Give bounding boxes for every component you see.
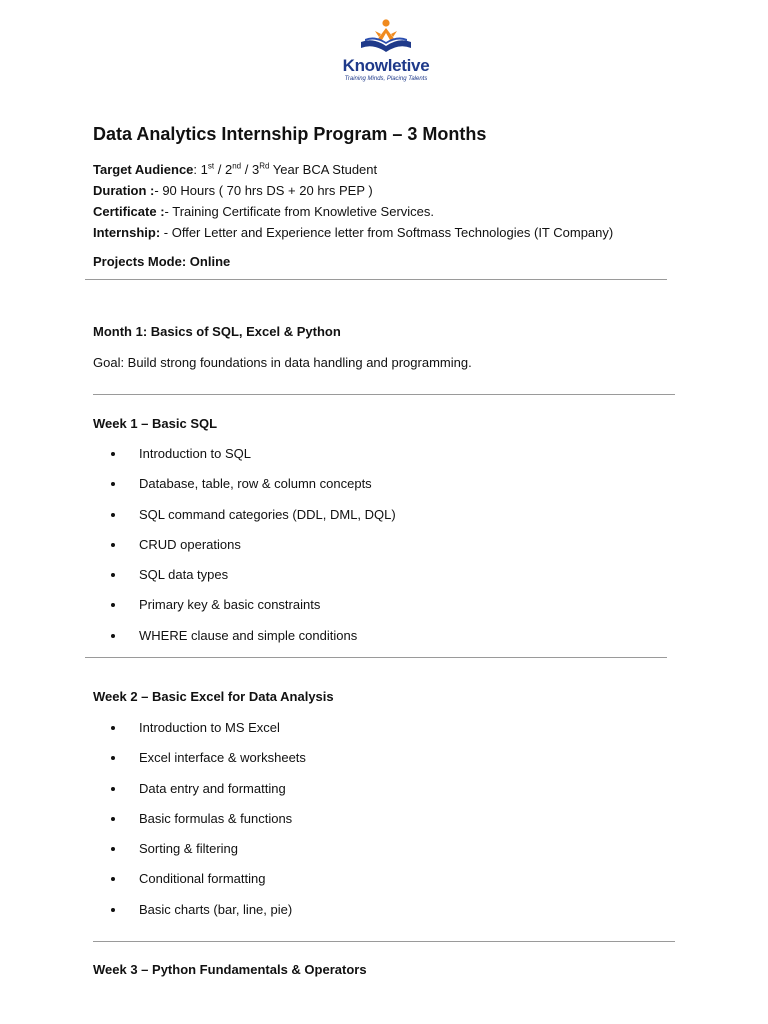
list-item-text: Basic formulas & functions (139, 810, 293, 826)
certificate-label: Certificate : (93, 204, 165, 219)
bullet-icon (111, 908, 115, 912)
projects-mode-label: Projects Mode: Online (93, 254, 231, 269)
list-item-text: Introduction to MS Excel (139, 720, 280, 735)
bullet-icon (111, 543, 115, 547)
duration-label: Duration : (93, 183, 155, 198)
list-item-text: Database, table, row & column concepts (139, 476, 372, 492)
bullet-icon (111, 513, 115, 517)
logo-tagline: Training Minds, Placing Talents (344, 76, 428, 82)
target-audience-sup2: nd (232, 161, 242, 171)
divider (85, 279, 667, 280)
week3-heading: Week 3 – Python Fundamentals & Operators (93, 962, 367, 977)
duration-value: - 90 Hours ( 70 hrs DS + 20 hrs PEP ) (154, 183, 373, 198)
page-title: Data Analytics Internship Program – 3 Months (93, 124, 487, 144)
list-item-text: CRUD operations (139, 536, 241, 552)
week2-heading: Week 2 – Basic Excel for Data Analysis (93, 689, 334, 704)
knowletive-logo (335, 18, 437, 88)
list-item-text: WHERE clause and simple conditions (139, 627, 358, 643)
list-item-text: Conditional formatting (139, 871, 266, 887)
list-item-text: Sorting & filtering (139, 841, 238, 857)
list-item-text: SQL data types (139, 567, 229, 583)
certificate-line (93, 204, 434, 219)
certificate-value: - Training Certificate from Knowletive Services. (164, 204, 435, 219)
target-audience-mid2: / 3 (241, 162, 260, 177)
duration-line (93, 183, 373, 198)
bullet-icon (111, 726, 115, 730)
target-audience-line (93, 162, 377, 177)
bullet-icon (111, 787, 115, 791)
internship-value: - Offer Letter and Experience letter from Softmass Technologies (IT Company) (160, 225, 614, 240)
week1-heading: Week 1 – Basic SQL (93, 416, 218, 431)
list-item-text: SQL command categories (DDL, DML, DQL) (139, 506, 396, 522)
list-item-text: Basic charts (bar, line, pie) (139, 901, 293, 917)
month1-goal: Goal: Build strong foundations in data handling and programming. (93, 355, 472, 370)
bullet-icon (111, 452, 115, 456)
book-figure-icon (355, 18, 417, 56)
bullet-icon (111, 877, 115, 881)
projects-mode-line (93, 254, 230, 269)
target-audience-sup1: st (207, 161, 215, 171)
divider (93, 394, 675, 395)
divider (93, 941, 675, 942)
divider (85, 657, 667, 658)
list-item-text: Primary key & basic constraints (139, 597, 321, 613)
target-audience-label: Target Audience (93, 162, 194, 177)
bullet-icon (111, 817, 115, 821)
logo-name: Knowletive (342, 56, 430, 75)
target-audience-post: Year BCA Student (269, 162, 378, 177)
bullet-icon (111, 573, 115, 577)
bullet-icon (111, 756, 115, 760)
internship-line (93, 225, 613, 240)
bullet-icon (111, 847, 115, 851)
target-audience-mid1: / 2 (214, 162, 233, 177)
list-item-text: Data entry and formatting (139, 780, 286, 796)
target-audience-pre: 1 (197, 162, 208, 177)
list-item-text: Introduction to SQL (139, 446, 252, 461)
target-audience-sup3: Rd (259, 161, 270, 171)
bullet-icon (111, 482, 115, 486)
list-item-text: Excel interface & worksheets (139, 750, 306, 766)
target-audience-colon: : (193, 162, 198, 177)
bullet-icon (111, 634, 115, 638)
month1-heading: Month 1: Basics of SQL, Excel & Python (93, 324, 341, 339)
internship-label: Internship: (93, 225, 161, 240)
bullet-icon (111, 603, 115, 607)
